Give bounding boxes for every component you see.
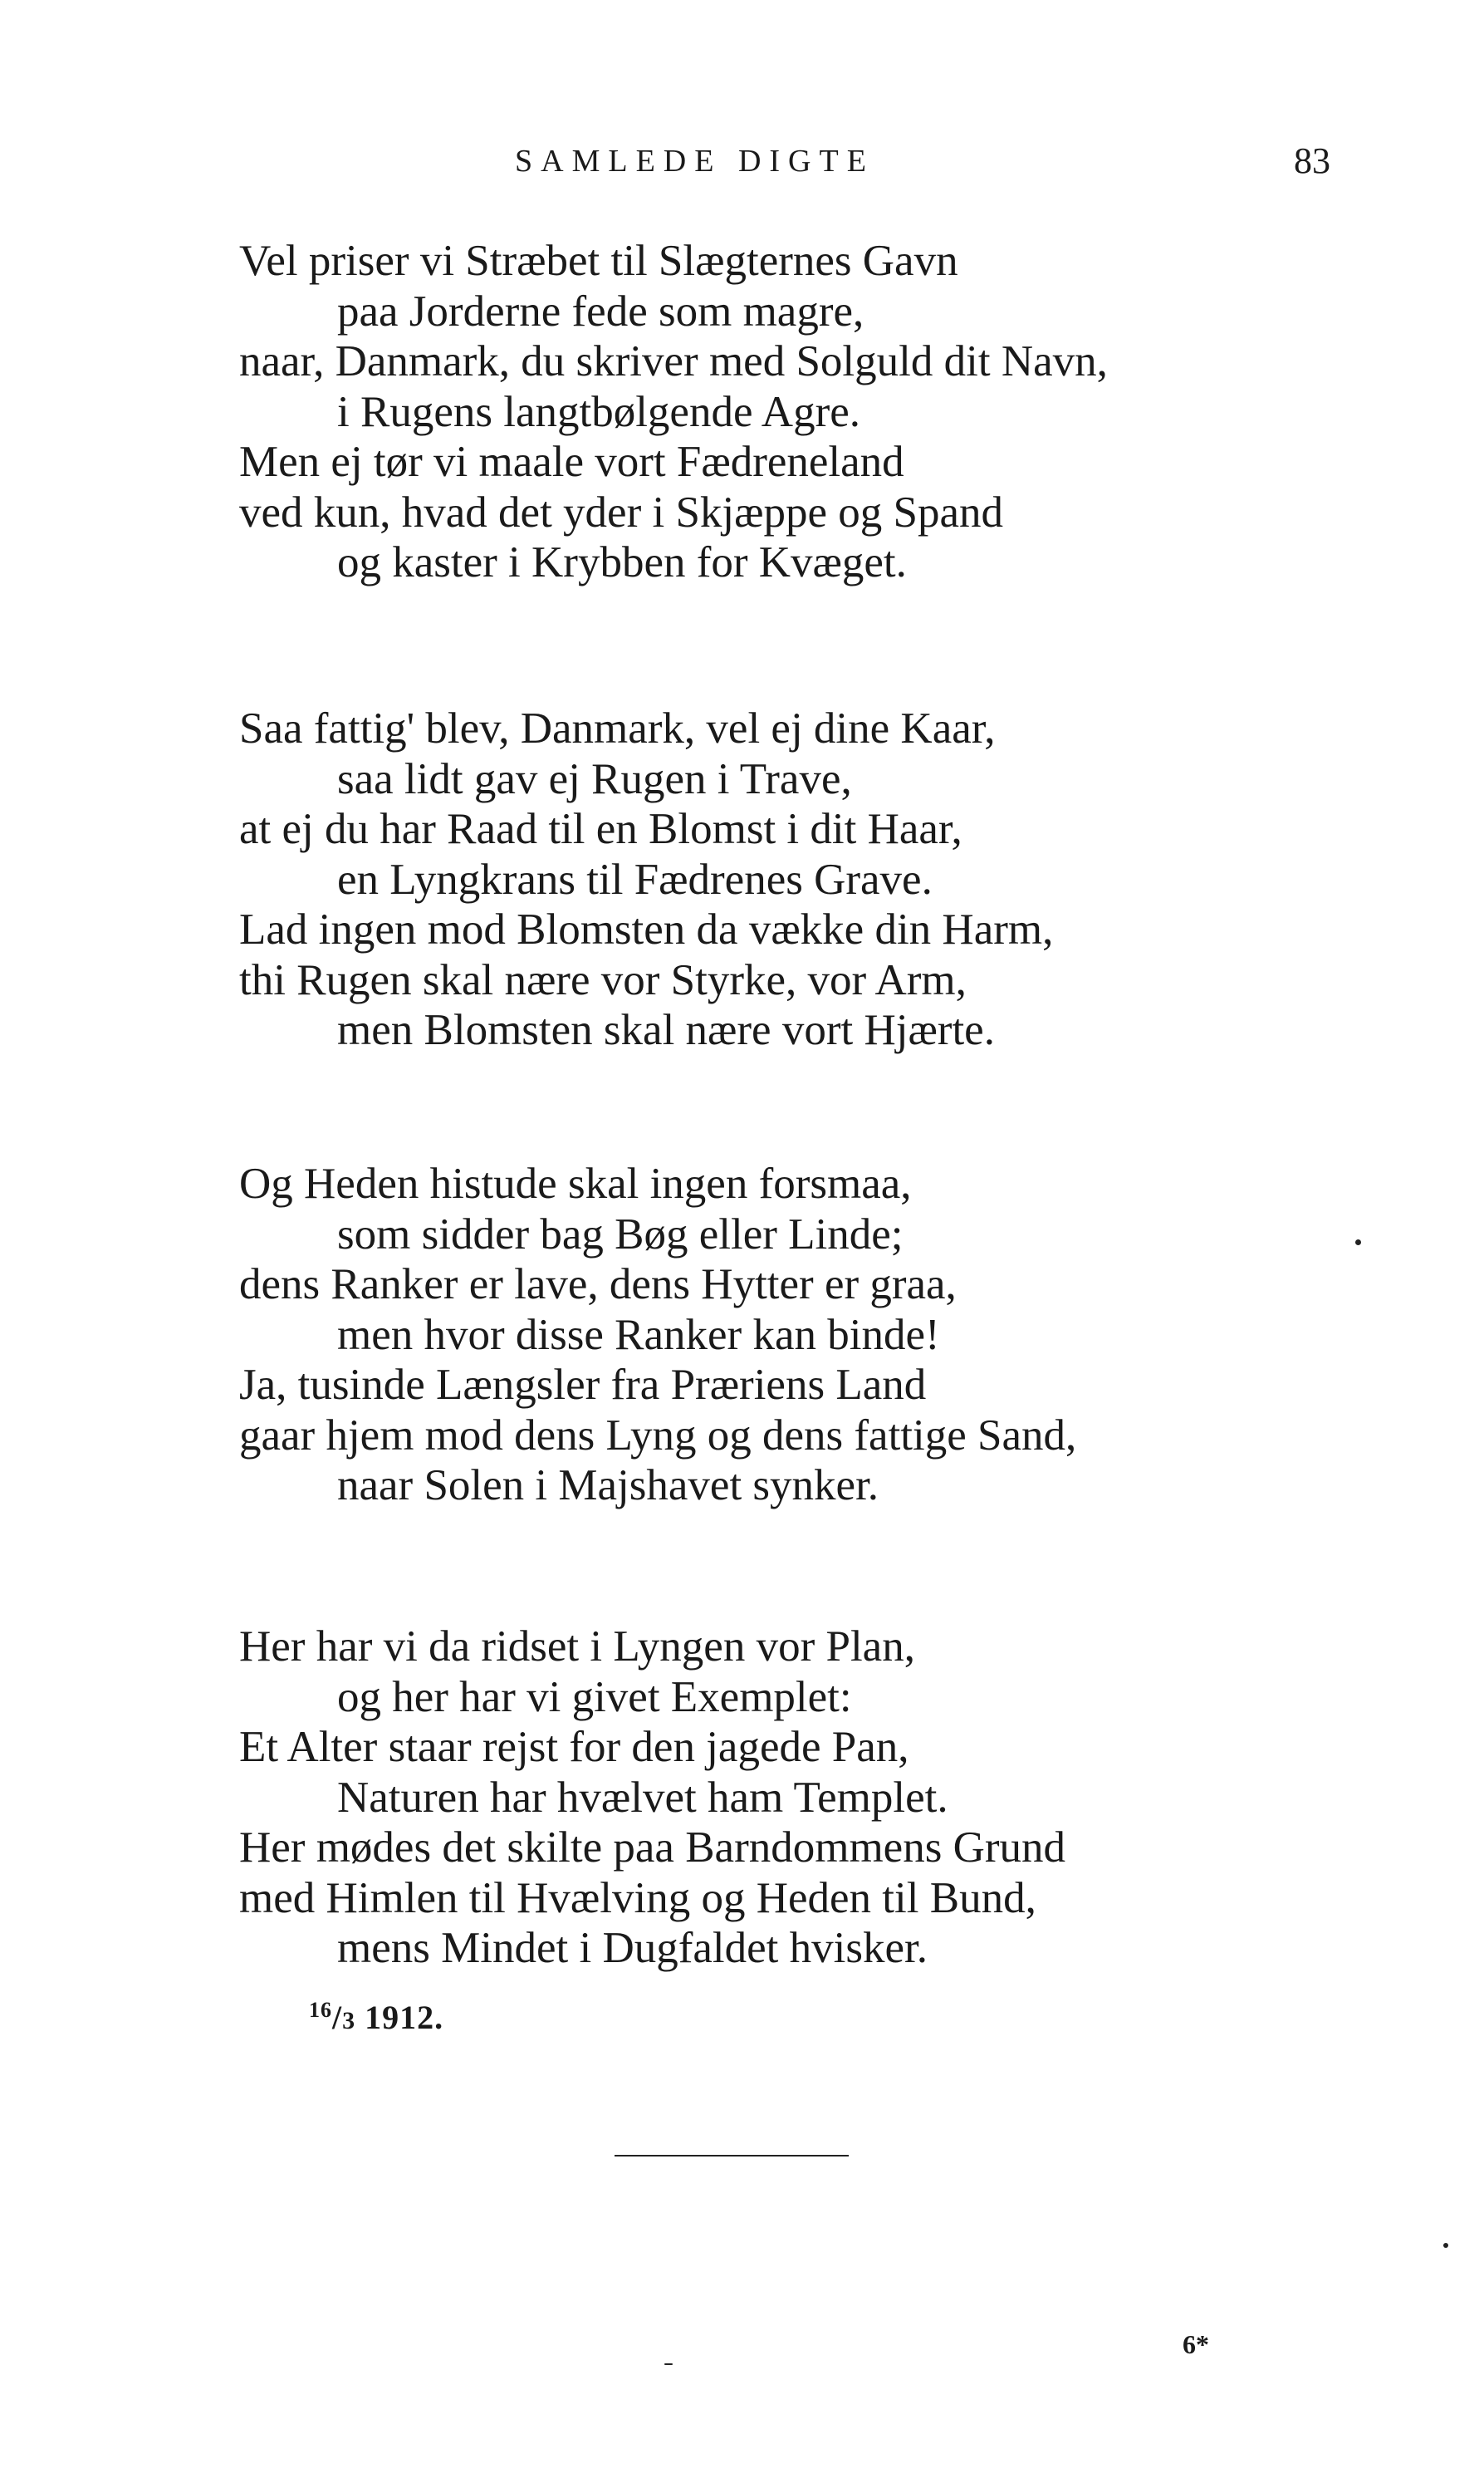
poem-line: som sidder bag Bøg eller Linde; bbox=[337, 1210, 904, 1259]
stanza-2 bbox=[239, 704, 1319, 1056]
poem-line: ved kun, hvad det yder i Skjæppe og Spand bbox=[239, 488, 1004, 537]
date-day: 16 bbox=[309, 1998, 332, 2022]
poem-line: men Blomsten skal nære vort Hjærte. bbox=[337, 1006, 995, 1054]
poem-line: mens Mindet i Dugfaldet hvisker. bbox=[337, 1924, 928, 1972]
poem-line: Vel priser vi Stræbet til Slægternes Gavn bbox=[239, 237, 958, 285]
date-month: 3 bbox=[342, 2007, 356, 2034]
poem-line: Et Alter staar rejst for den jagede Pan, bbox=[239, 1723, 909, 1771]
poem-line: Her mødes det skilte paa Barndommens Grund bbox=[239, 1823, 1065, 1872]
poem-line: en Lyngkrans til Fædrenes Grave. bbox=[337, 855, 933, 904]
stanza-3 bbox=[239, 1159, 1319, 1511]
date-slash: / bbox=[332, 1999, 343, 2036]
poem-line: i Rugens langtbølgende Agre. bbox=[337, 387, 860, 436]
poem-line: thi Rugen skal nære vor Styrke, vor Arm, bbox=[239, 955, 967, 1004]
poem-line: men hvor disse Ranker kan binde! bbox=[337, 1310, 940, 1359]
running-title: SAMLEDE DIGTE bbox=[515, 144, 874, 179]
poem-line: Lad ingen mod Blomsten da vække din Harm, bbox=[239, 905, 1054, 954]
poem-line: naar Solen i Majshavet synker. bbox=[337, 1461, 879, 1509]
poem-line: paa Jorderne fede som magre, bbox=[337, 287, 864, 336]
print-speck bbox=[1443, 2243, 1448, 2248]
poem-line: at ej du har Raad til en Blomst i dit Haar, bbox=[239, 805, 962, 853]
poem-line: Og Heden histude skal ingen forsmaa, bbox=[239, 1160, 912, 1208]
poem-line: Her har vi da ridset i Lyngen vor Plan, bbox=[239, 1622, 915, 1671]
page-number: 83 bbox=[1294, 140, 1330, 181]
poem-line: Naturen har hvælvet ham Templet. bbox=[337, 1773, 948, 1822]
poem-line: og her har vi givet Exemplet: bbox=[337, 1672, 852, 1721]
poem-line: Ja, tusinde Længsler fra Præriens Land bbox=[239, 1361, 927, 1409]
poem-line: med Himlen til Hvælving og Heden til Bund, bbox=[239, 1873, 1036, 1922]
poem-line: og kaster i Krybben for Kvæget. bbox=[337, 538, 907, 586]
poem-line: dens Ranker er lave, dens Hytter er graa, bbox=[239, 1260, 957, 1308]
poem-line: Men ej tør vi maale vort Fædreneland bbox=[239, 438, 904, 486]
section-divider bbox=[615, 2155, 849, 2157]
signature-mark: 6* bbox=[1183, 2329, 1209, 2359]
poem-line: naar, Danmark, du skriver med Solguld dit Navn, bbox=[239, 337, 1108, 385]
stanza-4 bbox=[239, 1622, 1319, 1974]
stanza-1 bbox=[239, 236, 1319, 588]
print-speck bbox=[664, 2363, 673, 2365]
print-speck bbox=[1355, 1239, 1361, 1245]
poem-date bbox=[309, 1998, 443, 2037]
poem-line: gaar hjem mod dens Lyng og dens fattige Sand, bbox=[239, 1411, 1077, 1460]
poem-line: saa lidt gav ej Rugen i Trave, bbox=[337, 754, 852, 803]
poem-line: Saa fattig' blev, Danmark, vel ej dine Kaar, bbox=[239, 704, 996, 753]
date-year: 1912. bbox=[365, 1999, 444, 2036]
